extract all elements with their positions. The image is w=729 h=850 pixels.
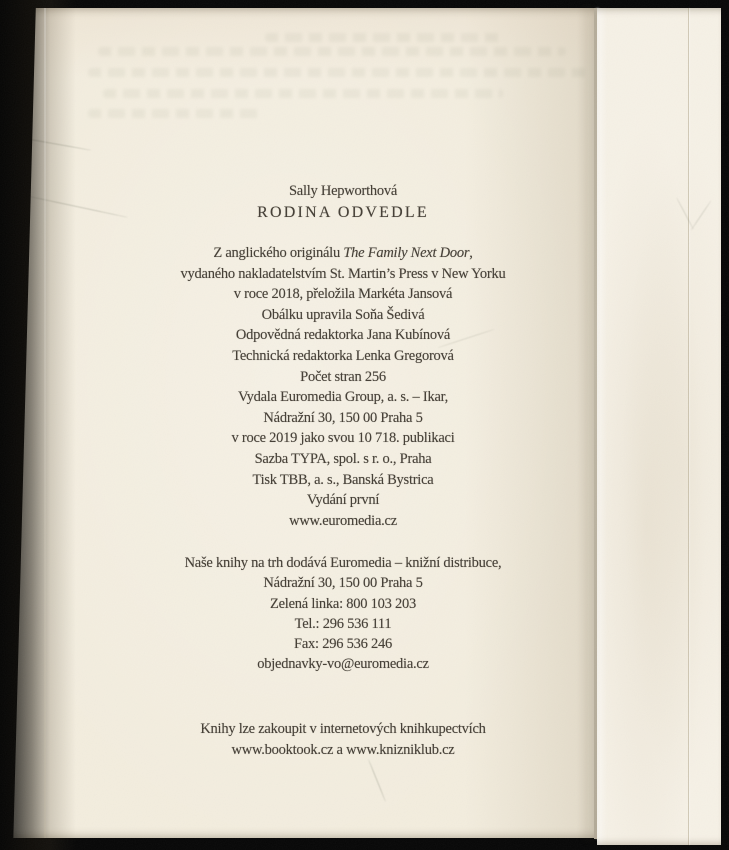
ghost-text-line bbox=[265, 33, 505, 42]
imprint-line: v roce 2019 jako svou 10 718. publikaci bbox=[231, 430, 455, 447]
book-title: RODINA ODVEDLE bbox=[257, 204, 429, 221]
purchase-block bbox=[86, 719, 600, 760]
imprint-line: Vydala Euromedia Group, a. s. – Ikar, bbox=[237, 389, 449, 406]
ghost-text-line bbox=[98, 47, 566, 56]
imprint-line: Obálku upravila Soňa Šedivá bbox=[261, 306, 425, 323]
ghost-text-line bbox=[103, 89, 503, 98]
next-page-edge bbox=[597, 8, 721, 845]
scratch-mark bbox=[691, 200, 712, 230]
scratch-mark bbox=[676, 197, 694, 229]
imprint-origin-post: , bbox=[469, 245, 473, 261]
author-name: Sally Hepworthová bbox=[288, 183, 398, 199]
imprint-line: Sazba TYPA, spol. s r. o., Praha bbox=[254, 450, 432, 467]
bookstore-urls: www.booktook.cz a www.knizniklub.cz bbox=[231, 741, 455, 758]
distribution-block bbox=[86, 553, 600, 675]
purchase-line: Knihy lze zakoupit v internetových knihkupectvích bbox=[200, 721, 486, 737]
imprint-line: vydaného nakladatelstvím St. Martin’s Press v New Yorku bbox=[180, 265, 506, 282]
imprint-origin-pre: Z anglického originálu bbox=[213, 245, 344, 261]
title-block bbox=[86, 181, 600, 223]
imprint-line: v roce 2018, přeložila Markéta Jansová bbox=[233, 286, 453, 303]
imprint-line: Technická redaktorka Lenka Gregorová bbox=[232, 347, 454, 364]
scratch-mark bbox=[368, 759, 386, 802]
imprint-origin-line bbox=[86, 243, 600, 264]
distribution-line: Naše knihy na trh dodává Euromedia – knižní distribuce, bbox=[184, 555, 502, 571]
colophon-page bbox=[6, 8, 594, 838]
publisher-url: www.euromedia.cz bbox=[289, 512, 397, 529]
distribution-line: Nádražní 30, 150 00 Praha 5 bbox=[263, 575, 423, 592]
page-crease-faint bbox=[688, 8, 689, 845]
distribution-line: Fax: 296 536 246 bbox=[294, 636, 392, 653]
original-title: The Family Next Door bbox=[343, 245, 470, 261]
ghost-text-line bbox=[88, 109, 263, 118]
imprint-line: Počet stran 256 bbox=[300, 368, 386, 385]
imprint-line: Tisk TBB, a. s., Banská Bystrica bbox=[252, 471, 434, 488]
imprint-line: Nádražní 30, 150 00 Praha 5 bbox=[263, 409, 423, 426]
imprint-line: Odpovědná redaktorka Jana Kubínová bbox=[235, 327, 451, 344]
distribution-line: Zelená linka: 800 103 203 bbox=[270, 595, 416, 612]
orders-email: objednavky-vo@euromedia.cz bbox=[257, 656, 429, 673]
ghost-text-line bbox=[88, 68, 588, 77]
imprint-block bbox=[86, 243, 600, 531]
distribution-line: Tel.: 296 536 111 bbox=[294, 615, 392, 632]
imprint-line: Vydání první bbox=[306, 492, 380, 509]
